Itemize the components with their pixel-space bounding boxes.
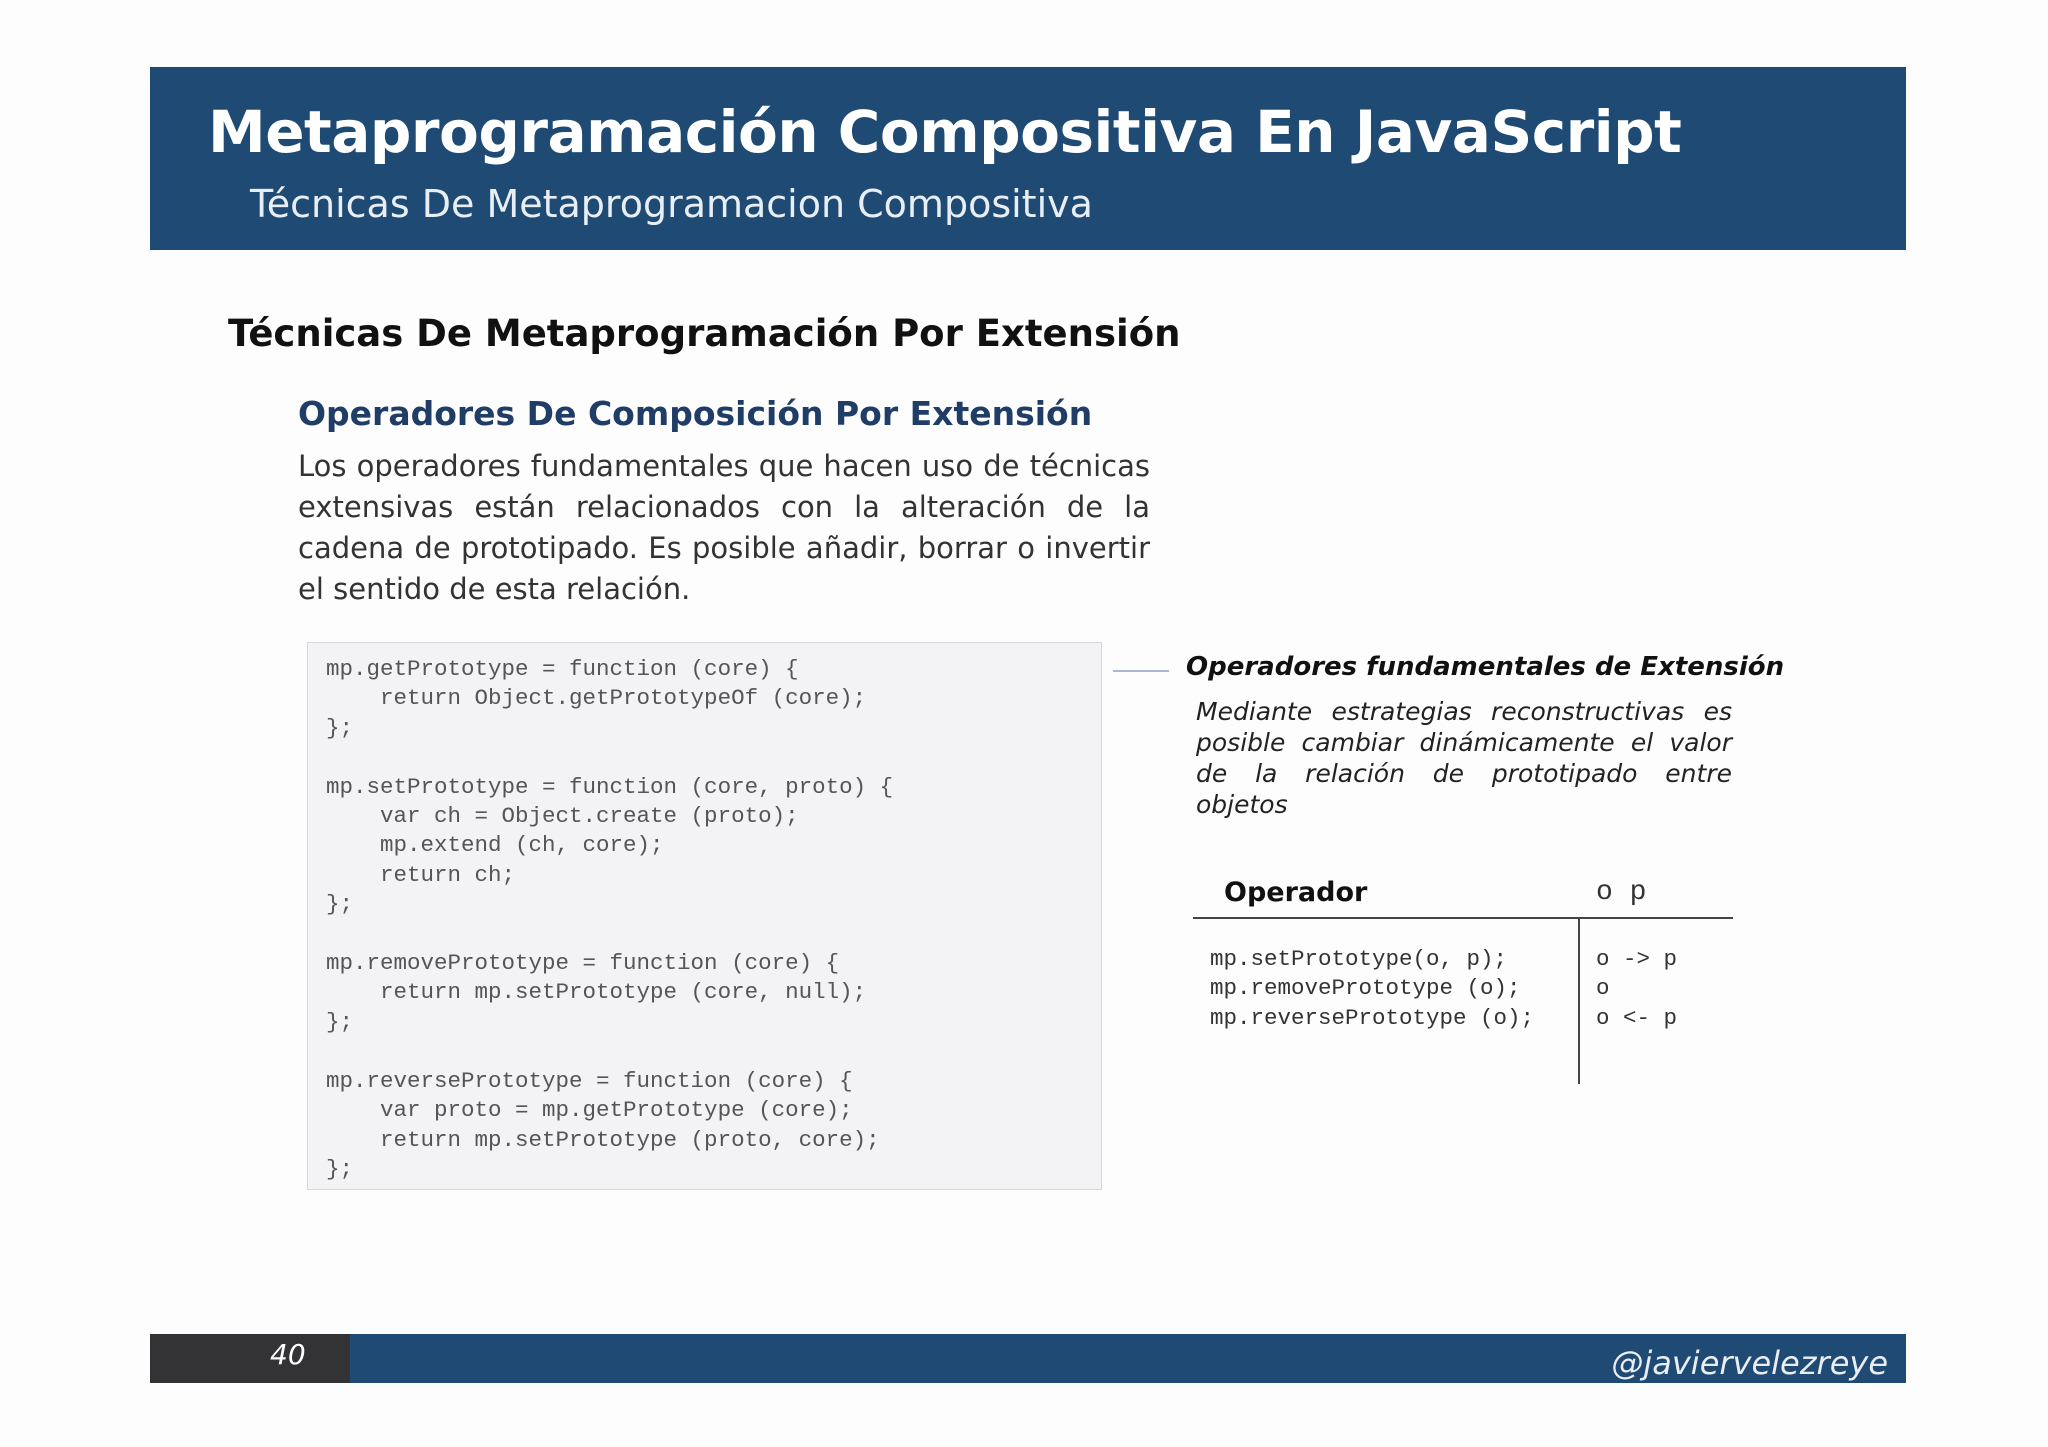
callout-connector — [1113, 670, 1169, 672]
page-number: 40 — [270, 1338, 306, 1371]
intro-paragraph: Los operadores fundamentales que hacen uso de técnicas extensivas están relacionados con la alteración de la cadena de prototipado. Es posible añadir, borrar o invertir el sentido de esta relación. — [298, 449, 1150, 606]
note-body: Mediante estrategias reconstructivas es posible cambiar dinámicamente el valor de la relación de prototipado entre objetos — [1196, 697, 1732, 819]
subsection-title: Operadores De Composición Por Extensión — [298, 394, 1093, 433]
author-handle: @javiervelezreye — [1611, 1344, 1888, 1382]
table-operators-column: mp.setPrototype(o, p); mp.removePrototype (o); mp.reversePrototype (o); — [1210, 946, 1535, 1031]
note-title: Operadores fundamentales de Extensión — [1186, 652, 1785, 682]
slide-subtitle: Técnicas De Metaprogramacion Compositiva — [250, 182, 1093, 226]
code-block — [307, 642, 1102, 1190]
slide-title: Metaprogramación Compositiva En JavaScript — [208, 98, 1682, 166]
section-title: Técnicas De Metaprogramación Por Extensión — [228, 312, 1181, 355]
table-header-divider — [1193, 917, 1733, 919]
table-column-divider — [1578, 918, 1580, 1084]
table-relations-column: o -> p o o <- p — [1596, 946, 1678, 1031]
table-header-operator: Operador — [1224, 877, 1368, 908]
table-header-relation: o p — [1596, 877, 1647, 908]
page-number-box — [150, 1334, 350, 1383]
code-listing: mp.getPrototype = function (core) { return Object.getPrototypeOf (core); }; mp.setPrototype = function (core, proto) { var ch = Object.create (proto); mp.extend (ch, core); return ch; }; mp.removePrototype = function (core) { return mp.setPrototype (core, null); }; mp.reversePrototype = function (core) { var proto = mp.getPrototype (core); return mp.setPrototype (proto, core); }; — [326, 656, 894, 1182]
